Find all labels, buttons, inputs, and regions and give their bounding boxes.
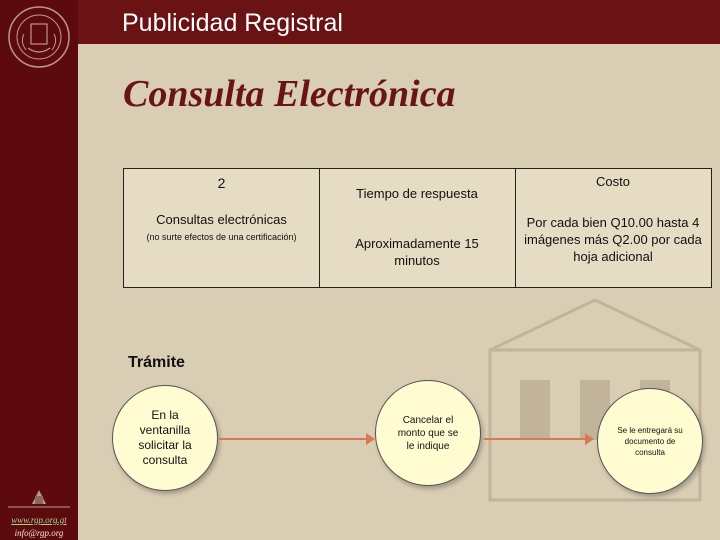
cost-header: Costo [596,174,630,189]
slide-title: Consulta Electrónica [123,73,456,115]
time-header: Tiempo de respuesta [356,186,478,201]
pricing-table [123,168,712,288]
service-label: Consultas electrónicas [156,212,287,227]
time-value: Aproximadamente 15 minutos [355,236,479,268]
email-link[interactable]: info@rgp.org [14,528,64,538]
process-step [112,385,218,491]
process-step [597,388,703,494]
website-link[interactable]: www.rgp.org.gt [11,515,67,525]
table-number: 2 [217,175,226,191]
process-step-label: Cancelar el monto que se le indique [397,414,459,452]
process-step-label: Se le entregará su documento de consulta [617,425,683,457]
header-title: Publicidad Registral [122,9,343,37]
service-note: (no surte efectos de una certificación) [146,232,297,242]
cost-value: Por cada bien Q10.00 hasta 4 imágenes más Q2.00 por cada hoja adicional [524,215,702,264]
registry-logo-icon [4,484,74,512]
process-step-label: En la ventanilla solicitar la consulta [138,408,192,467]
header-bar [78,0,720,44]
sidebar [0,0,78,540]
process-step [375,380,481,486]
arrow-right-icon [484,438,586,440]
process-title: Trámite [128,354,185,371]
arrow-right-icon [219,438,367,440]
seal-icon [6,4,72,70]
